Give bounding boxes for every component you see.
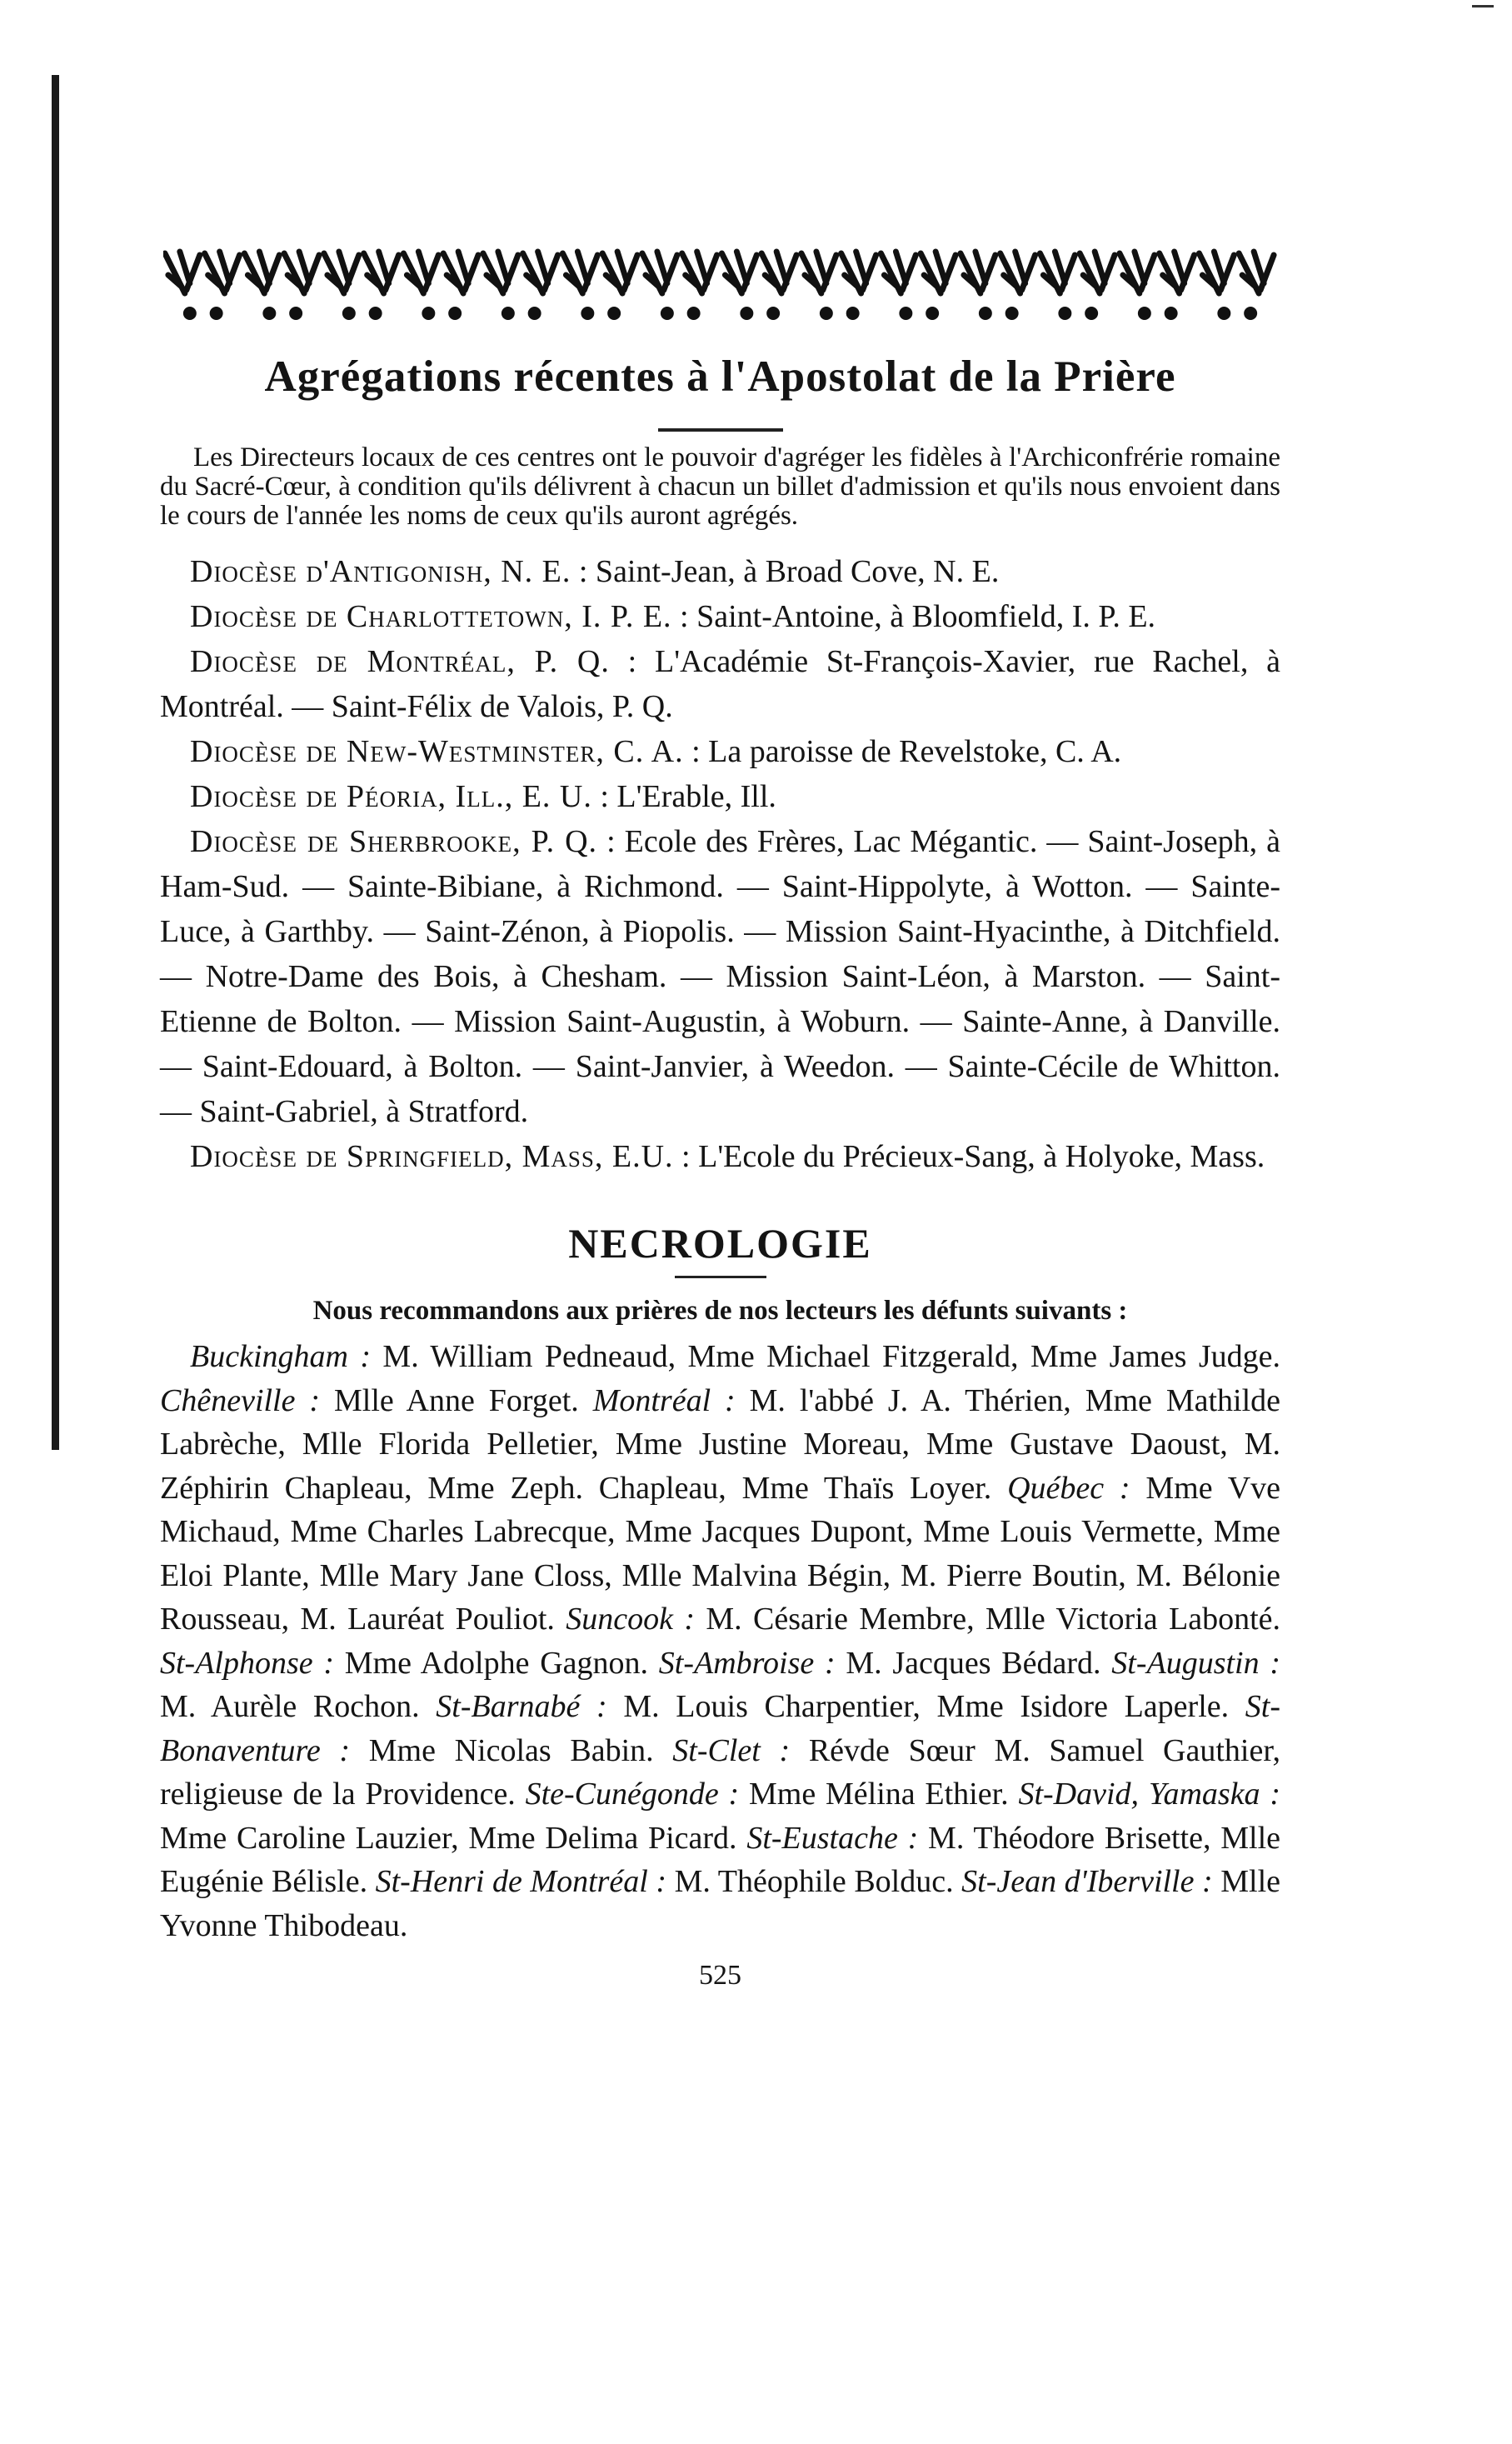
- page-number: 525: [699, 1960, 741, 1991]
- diocese-entry: [160, 774, 1280, 819]
- parish-name: St-Ambroise :: [658, 1645, 836, 1681]
- diocese-centres: : L'Académie St-François-Xavier, rue Rachel, à Montréal. — Saint-Félix de Valois, P. Q.: [160, 644, 1280, 724]
- parish-name: St-Augustin :: [1111, 1645, 1280, 1681]
- parish-name: Montréal :: [592, 1382, 736, 1418]
- ornament-sprig: [1080, 252, 1115, 320]
- parish-name: St-Jean d'Iberville :: [961, 1864, 1213, 1899]
- diocese-centres: : Ecole des Frères, Lac Mégantic. — Saint-Joseph, à Ham-Sud. — Sainte-Bibiane, à Richmond. — Saint-Hippolyte, à Wotton. — Sainte-Luce, à Garthby. — Saint-Zénon, à Piopolis. — Mission Saint-Hyacinthe, à Ditchfield. — Notre-Dame des Bois, à Chesham. — Mission Saint-Léon, à Marston. — Saint-Etienne de Bolton. — Mission Saint-Augustin, à Woburn. — Sainte-Anne, à Danville. — Saint-Edouard, à Bolton. — Saint-Janvier, à Weedon. — Sainte-Cécile de Whitton. — Saint-Gabriel, à Stratford.: [160, 824, 1281, 1129]
- parish-name: St-Eustache :: [746, 1820, 919, 1856]
- diocese-centres: : L'Ecole du Précieux-Sang, à Holyoke, Mass.: [673, 1139, 1265, 1174]
- deceased-names: M. Théophile Bolduc.: [666, 1864, 962, 1899]
- deceased-names: M. Jacques Bédard.: [835, 1645, 1112, 1681]
- deceased-names: Mme Mélina Ethier.: [739, 1777, 1019, 1812]
- parish-name: Ste-Cunégonde :: [525, 1777, 740, 1812]
- ornament-sprig: [1239, 252, 1274, 320]
- ornament-sprig: [1001, 252, 1035, 320]
- parish-name: St-Bonaventure :: [160, 1689, 1280, 1768]
- ornament-sprig: [523, 252, 558, 320]
- diocese-entry: [160, 1134, 1280, 1179]
- ornament-sprig: [165, 252, 200, 320]
- ornament-sprig: [721, 252, 756, 320]
- ornament-sprig: [284, 252, 319, 320]
- parish-name: St-David, Yamaska :: [1018, 1777, 1280, 1812]
- diocese-entry: [160, 819, 1280, 1134]
- ornament-sprig: [801, 252, 836, 320]
- ornament-sprig: [483, 252, 518, 320]
- necrology-list: [160, 1335, 1280, 1947]
- ornament-sprig: [244, 252, 279, 320]
- ornament-sprig: [642, 252, 677, 320]
- ornament-sprig: [921, 252, 956, 320]
- ornament-sprig: [761, 252, 796, 320]
- ornament-sprig: [881, 252, 916, 320]
- ornament-sprig: [1199, 252, 1234, 320]
- necrology-rule: [675, 1276, 766, 1278]
- diocese-name: Diocèse d'Antigonish, N. E.: [190, 554, 571, 589]
- diocese-list: [160, 549, 1280, 1179]
- deceased-names: Mme Nicolas Babin.: [350, 1732, 673, 1768]
- margin-scan-line: [52, 75, 59, 1450]
- diocese-name: Diocèse de Montréal, P. Q.: [190, 644, 610, 679]
- parish-name: Buckingham :: [190, 1339, 372, 1374]
- section-heading: Agrégations récentes à l'Apostolat de la Prière: [264, 352, 1176, 401]
- deceased-names: M. Aurèle Rochon.: [160, 1689, 437, 1724]
- parish-name: Suncook :: [566, 1602, 696, 1637]
- deceased-names: Mme Adolphe Gagnon.: [334, 1645, 659, 1681]
- ornament-icon: [163, 242, 1277, 335]
- ornament-sprig: [1040, 252, 1075, 320]
- parish-name: Chêneville :: [160, 1382, 321, 1418]
- deceased-names: M. Théodore Brisette, Mlle Eugénie Bélisle.: [160, 1820, 1281, 1899]
- deceased-names: M. l'abbé J. A. Thérien, Mme Mathilde Labrèche, Mlle Florida Pelletier, Mme Justine Moreau, Mme Gustave Daoust, M. Zéphirin Chapleau, Mme Zeph. Chapleau, Mme Thaïs Loyer.: [160, 1382, 1281, 1506]
- ornament-sprig: [324, 252, 359, 320]
- diocese-name: Diocèse de Péoria, Ill., E. U.: [190, 779, 592, 814]
- diocese-name: Diocèse de Sherbrooke, P. Q.: [190, 824, 598, 859]
- diocese-entry: [160, 729, 1280, 774]
- corner-mark: [1472, 5, 1494, 7]
- deceased-names: Mlle Yvonne Thibodeau.: [160, 1864, 1280, 1943]
- parish-name: St-Clet :: [672, 1732, 791, 1768]
- ornament-sprig: [1120, 252, 1155, 320]
- parish-name: St-Alphonse :: [160, 1645, 335, 1681]
- necrology-subtitle: Nous recommandons aux prières de nos lecteurs les défunts suivants :: [312, 1296, 1128, 1326]
- page-content: [160, 242, 1280, 1994]
- diocese-name: Diocèse de Charlottetown, I. P. E.: [190, 599, 672, 634]
- deceased-names: Mme Caroline Lauzier, Mme Delima Picard.: [160, 1820, 747, 1856]
- ornament-sprig: [961, 252, 996, 320]
- deceased-names: M. Césarie Membre, Mlle Victoria Labonté.: [695, 1602, 1280, 1637]
- ornament-sprig: [1160, 252, 1195, 320]
- heading-rule: [658, 428, 783, 432]
- decorative-ornament-band: [163, 242, 1277, 335]
- parish-name: Québec :: [1007, 1470, 1130, 1506]
- parish-name: St-Barnabé :: [436, 1689, 607, 1724]
- ornament-sprig: [205, 252, 240, 320]
- deceased-names: Révde Sœur M. Samuel Gauthier, religieuse de la Providence.: [160, 1732, 1280, 1812]
- diocese-name: Diocèse de Springfield, Mass, E.U.: [190, 1139, 674, 1174]
- ornament-sprig: [841, 252, 876, 320]
- deceased-names: M. William Pedneaud, Mme Michael Fitzgerald, Mme James Judge.: [371, 1339, 1280, 1374]
- diocese-name: Diocèse de New-Westminster, C. A.: [190, 734, 684, 769]
- diocese-centres: : La paroisse de Revelstoke, C. A.: [683, 734, 1122, 769]
- deceased-names: M. Louis Charpentier, Mme Isidore Laperle.: [606, 1689, 1245, 1724]
- ornament-sprig: [682, 252, 717, 320]
- diocese-entry: [160, 549, 1280, 594]
- diocese-centres: : L'Erable, Ill.: [591, 779, 776, 814]
- ornament-sprig: [443, 252, 478, 320]
- deceased-names: Mme Vve Michaud, Mme Charles Labrecque, Mme Jacques Dupont, Mme Louis Vermette, Mme Eloi Plante, Mlle Mary Jane Closs, Mlle Malvina Bégin, M. Pierre Boutin, M. Bélonie Rousseau, M. Lauréat Pouliot.: [160, 1470, 1280, 1637]
- ornament-sprig: [602, 252, 637, 320]
- necrology-heading: NECROLOGIE: [568, 1220, 872, 1267]
- diocese-centres: : Saint-Antoine, à Bloomfield, I. P. E.: [671, 599, 1156, 634]
- diocese-centres: : Saint-Jean, à Broad Cove, N. E.: [571, 554, 1000, 589]
- intro-paragraph: Les Directeurs locaux de ces centres ont le pouvoir d'agréger les fidèles à l'Archiconfrérie romaine du Sacré-Cœur, à condition qu'ils délivrent à chacun un billet d'admission et qu'ils nous envoient dans le cours de l'année les noms de ceux qu'ils auront agrégés.: [160, 442, 1280, 531]
- ornament-sprig: [403, 252, 438, 320]
- ornament-sprig: [364, 252, 399, 320]
- diocese-entry: [160, 594, 1280, 639]
- parish-name: St-Henri de Montréal :: [375, 1864, 667, 1899]
- deceased-names: Mlle Anne Forget.: [320, 1382, 593, 1418]
- ornament-sprig: [562, 252, 597, 320]
- diocese-entry: [160, 639, 1280, 729]
